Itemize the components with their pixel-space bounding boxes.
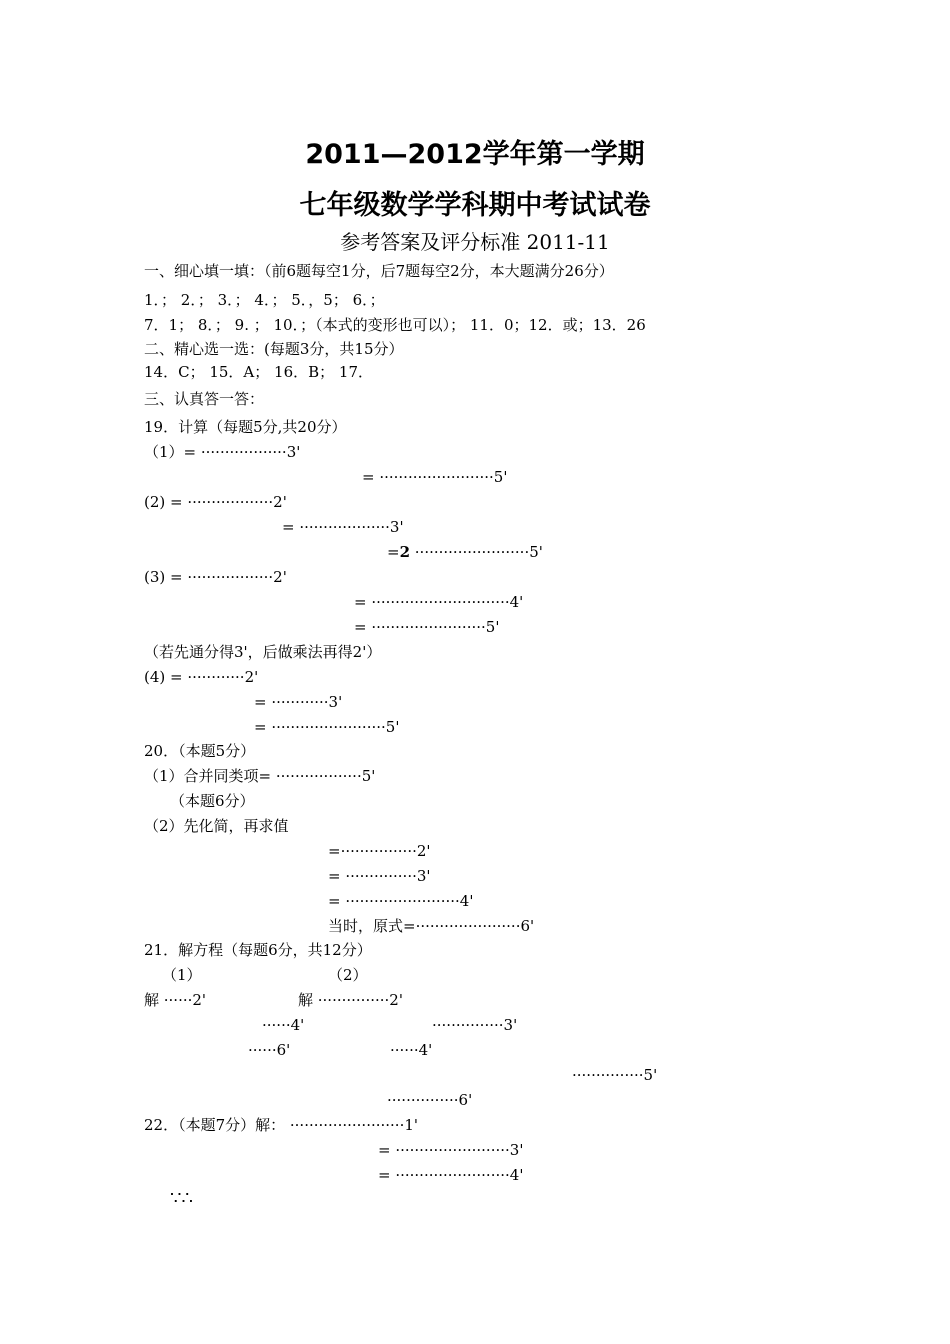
q21-part2-step1: 解 ···············2' bbox=[298, 991, 403, 1009]
q22-header: 22．（本题7分）解： ························1' bbox=[144, 1116, 418, 1134]
q19-header: 19．计算（每题5分,共20分） bbox=[144, 418, 347, 436]
q22-step2: = ························3' bbox=[378, 1141, 524, 1159]
q19-part4-step1: (4) = ············2' bbox=[144, 668, 259, 686]
q19-part3-step1: (3) = ··················2' bbox=[144, 568, 287, 586]
q19-part2-result: 2 bbox=[399, 543, 411, 561]
exam-title: 七年级数学学科期中考试试卷 bbox=[299, 190, 651, 221]
q22-because-therefore: ∵∴ bbox=[170, 1188, 193, 1209]
q20-part2-score: （本题6分） bbox=[170, 792, 255, 810]
q21-part1-step1: 解 ······2' bbox=[144, 991, 207, 1009]
q21-part2-label: （2） bbox=[328, 966, 368, 984]
q21-part2-step4: ···············5' bbox=[572, 1066, 658, 1084]
q19-part2-score: ························5' bbox=[410, 543, 543, 561]
q20-part2-step4: 当时，原式=······················6' bbox=[328, 917, 535, 935]
q21-part2-step3: ······4' bbox=[390, 1041, 433, 1059]
q21-header: 21．解方程（每题6分，共12分） bbox=[144, 941, 372, 959]
q21-part1-step3: ······6' bbox=[248, 1041, 291, 1059]
q19-part2-step3 bbox=[387, 543, 543, 561]
section1-header: 一、细心填一填：（前6题每空1分，后7题每空2分，本大题满分26分） bbox=[144, 262, 614, 280]
q19-part3-step2: = ·····························4' bbox=[354, 593, 524, 611]
q19-part2-step2: = ···················3' bbox=[282, 518, 404, 536]
q19-part4-step2: = ············3' bbox=[254, 693, 343, 711]
q20-part1: （1）合并同类项= ··················5' bbox=[144, 767, 376, 785]
q21-part2-step5: ···············6' bbox=[387, 1091, 473, 1109]
section2-answers: 14．C； 15．A； 16．B； 17． bbox=[144, 363, 373, 381]
section3-header: 三、认真答一答： bbox=[144, 390, 265, 408]
q19-part1-step2: = ························5' bbox=[362, 468, 508, 486]
q19-part1-step1: （1）= ··················3' bbox=[144, 443, 301, 461]
answer-key-subtitle: 参考答案及评分标准 2011-11 bbox=[340, 230, 610, 254]
q19-part2-equals: = bbox=[387, 543, 400, 561]
q20-part2-step3: = ························4' bbox=[328, 892, 474, 910]
q20-header: 20．（本题5分） bbox=[144, 742, 256, 760]
section1-answers-row2: 7．1； 8．； 9. ； 10．；（本式的变形也可以）； 11．0；12．或；13．26 bbox=[144, 316, 646, 334]
q21-part2-step2: ···············3' bbox=[432, 1016, 518, 1034]
q20-part2-step1: =················2' bbox=[328, 842, 431, 860]
q19-scoring-note: （若先通分得3'，后做乘法再得2'） bbox=[144, 643, 382, 661]
document-title: 2011—2012学年第一学期 bbox=[305, 139, 645, 170]
q21-part1-step2: ······4' bbox=[262, 1016, 305, 1034]
q20-part2-step2: = ···············3' bbox=[328, 867, 431, 885]
section1-answers-row1: 1．； 2．； 3．； 4．； 5．，5； 6．； bbox=[144, 291, 385, 309]
q21-part1-label: （1） bbox=[162, 966, 202, 984]
q19-part2-step1: (2) = ··················2' bbox=[144, 493, 287, 511]
section2-header: 二、精心选一选：(每题3分，共15分） bbox=[144, 340, 404, 358]
q20-part2-header: （2）先化简，再求值 bbox=[144, 817, 289, 835]
q22-step3: = ························4' bbox=[378, 1166, 524, 1184]
q19-part4-step3: = ························5' bbox=[254, 718, 400, 736]
q19-part3-step3: = ························5' bbox=[354, 618, 500, 636]
